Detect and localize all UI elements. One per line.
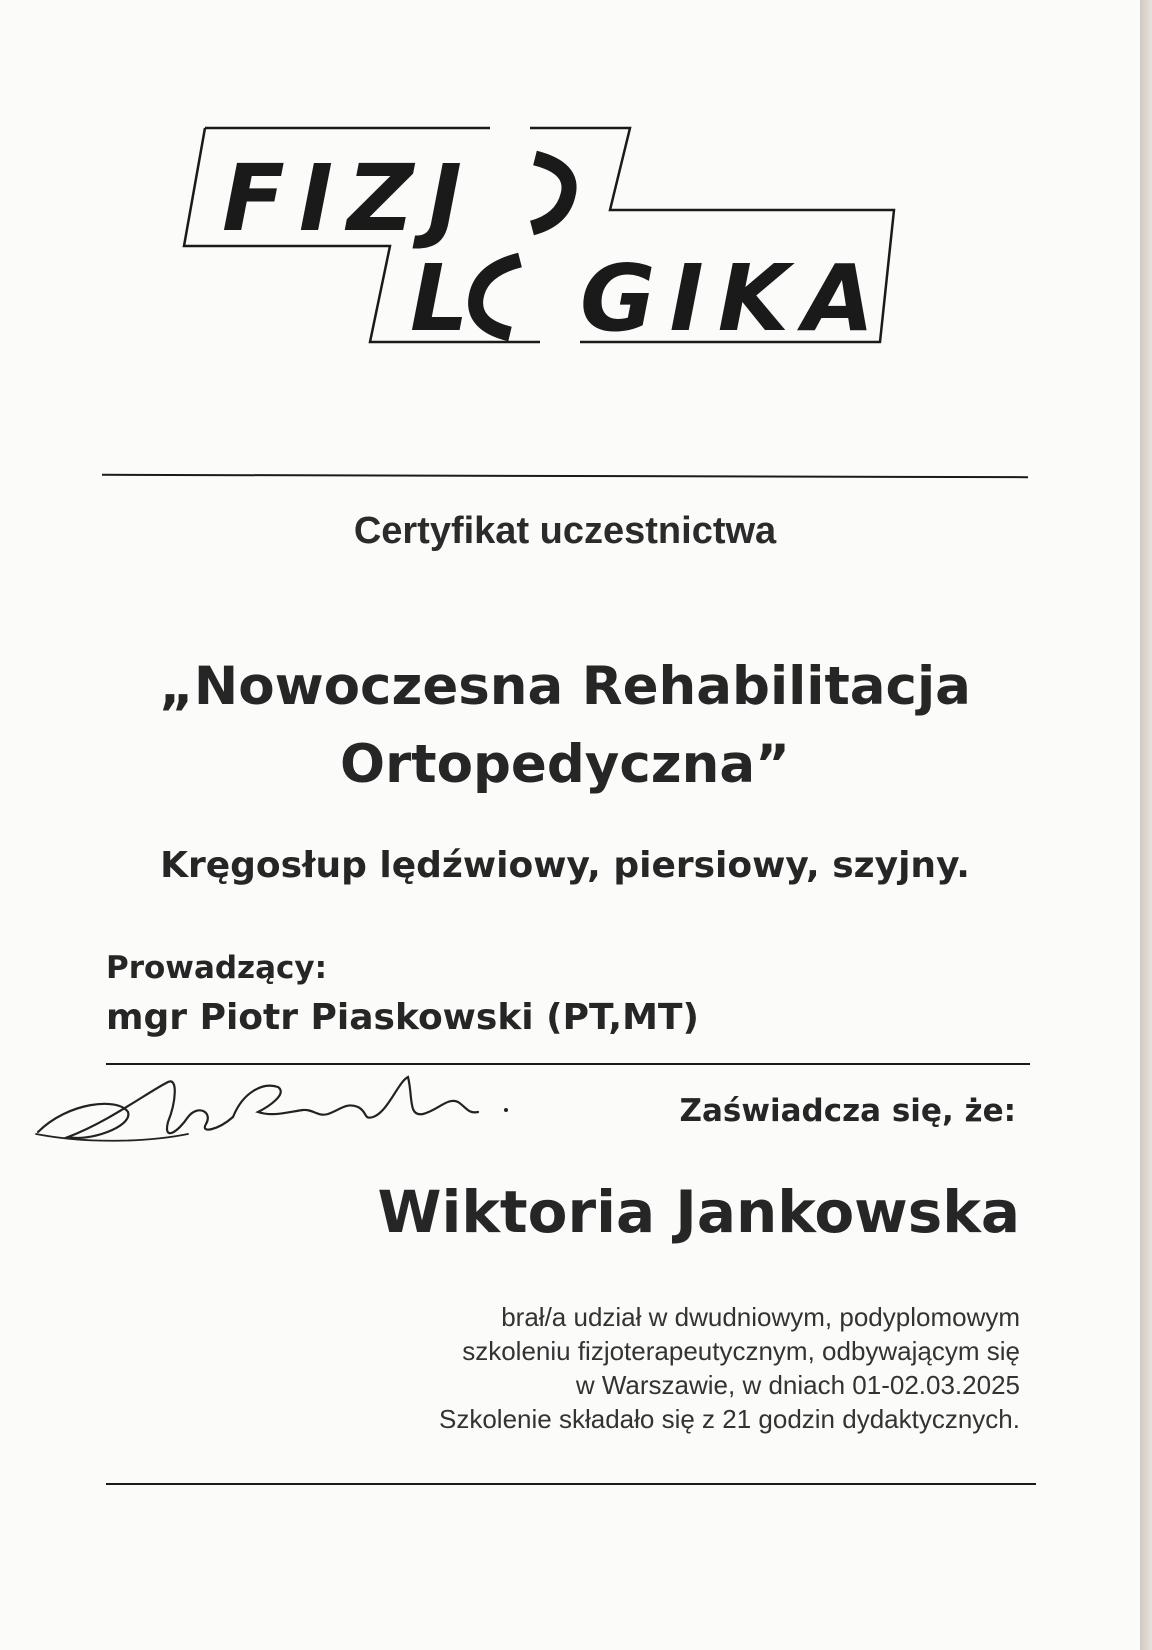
details-line: w Warszawie, w dniach 01-02.03.2025 — [575, 1370, 1020, 1400]
handwritten-signature — [28, 1062, 528, 1162]
logo-line2-right: GIKA — [580, 245, 889, 352]
participant-name: Wiktoria Jankowska — [377, 1178, 1020, 1246]
course-details — [300, 1300, 1020, 1436]
bottom-divider — [106, 1483, 1036, 1485]
logo-o-left-half — [476, 260, 520, 334]
top-divider — [102, 474, 1028, 478]
details-line: szkoleniu fizjoterapeutycznym, odbywającym się — [462, 1336, 1020, 1366]
course-title-line1: „Nowoczesna Rehabilitacja — [159, 656, 971, 717]
details-line: Szkolenie składało się z 21 godzin dydaktycznych. — [439, 1404, 1020, 1434]
course-title-line2: Ortopedyczna” — [340, 734, 790, 795]
course-subtitle: Kręgosłup lędźwiowy, piersiowy, szyjny. — [160, 845, 970, 886]
attestation-label: Zaświadcza się, że: — [679, 1093, 1016, 1129]
logo-line2-left: L — [410, 245, 469, 352]
logo-line1: FIZJ — [222, 145, 477, 252]
logo-o-right-half — [532, 158, 569, 228]
certificate-title: Certyfikat uczestnictwa — [353, 510, 777, 552]
lead-label: Prowadzący: — [106, 950, 327, 986]
details-line: brał/a udział w dwudniowym, podyplomowym — [501, 1302, 1020, 1332]
course-title — [0, 648, 1130, 804]
fizjologika-logo — [180, 120, 940, 370]
lead-name: mgr Piotr Piaskowski (PT,MT) — [106, 997, 699, 1038]
page-edge — [1140, 0, 1152, 1650]
